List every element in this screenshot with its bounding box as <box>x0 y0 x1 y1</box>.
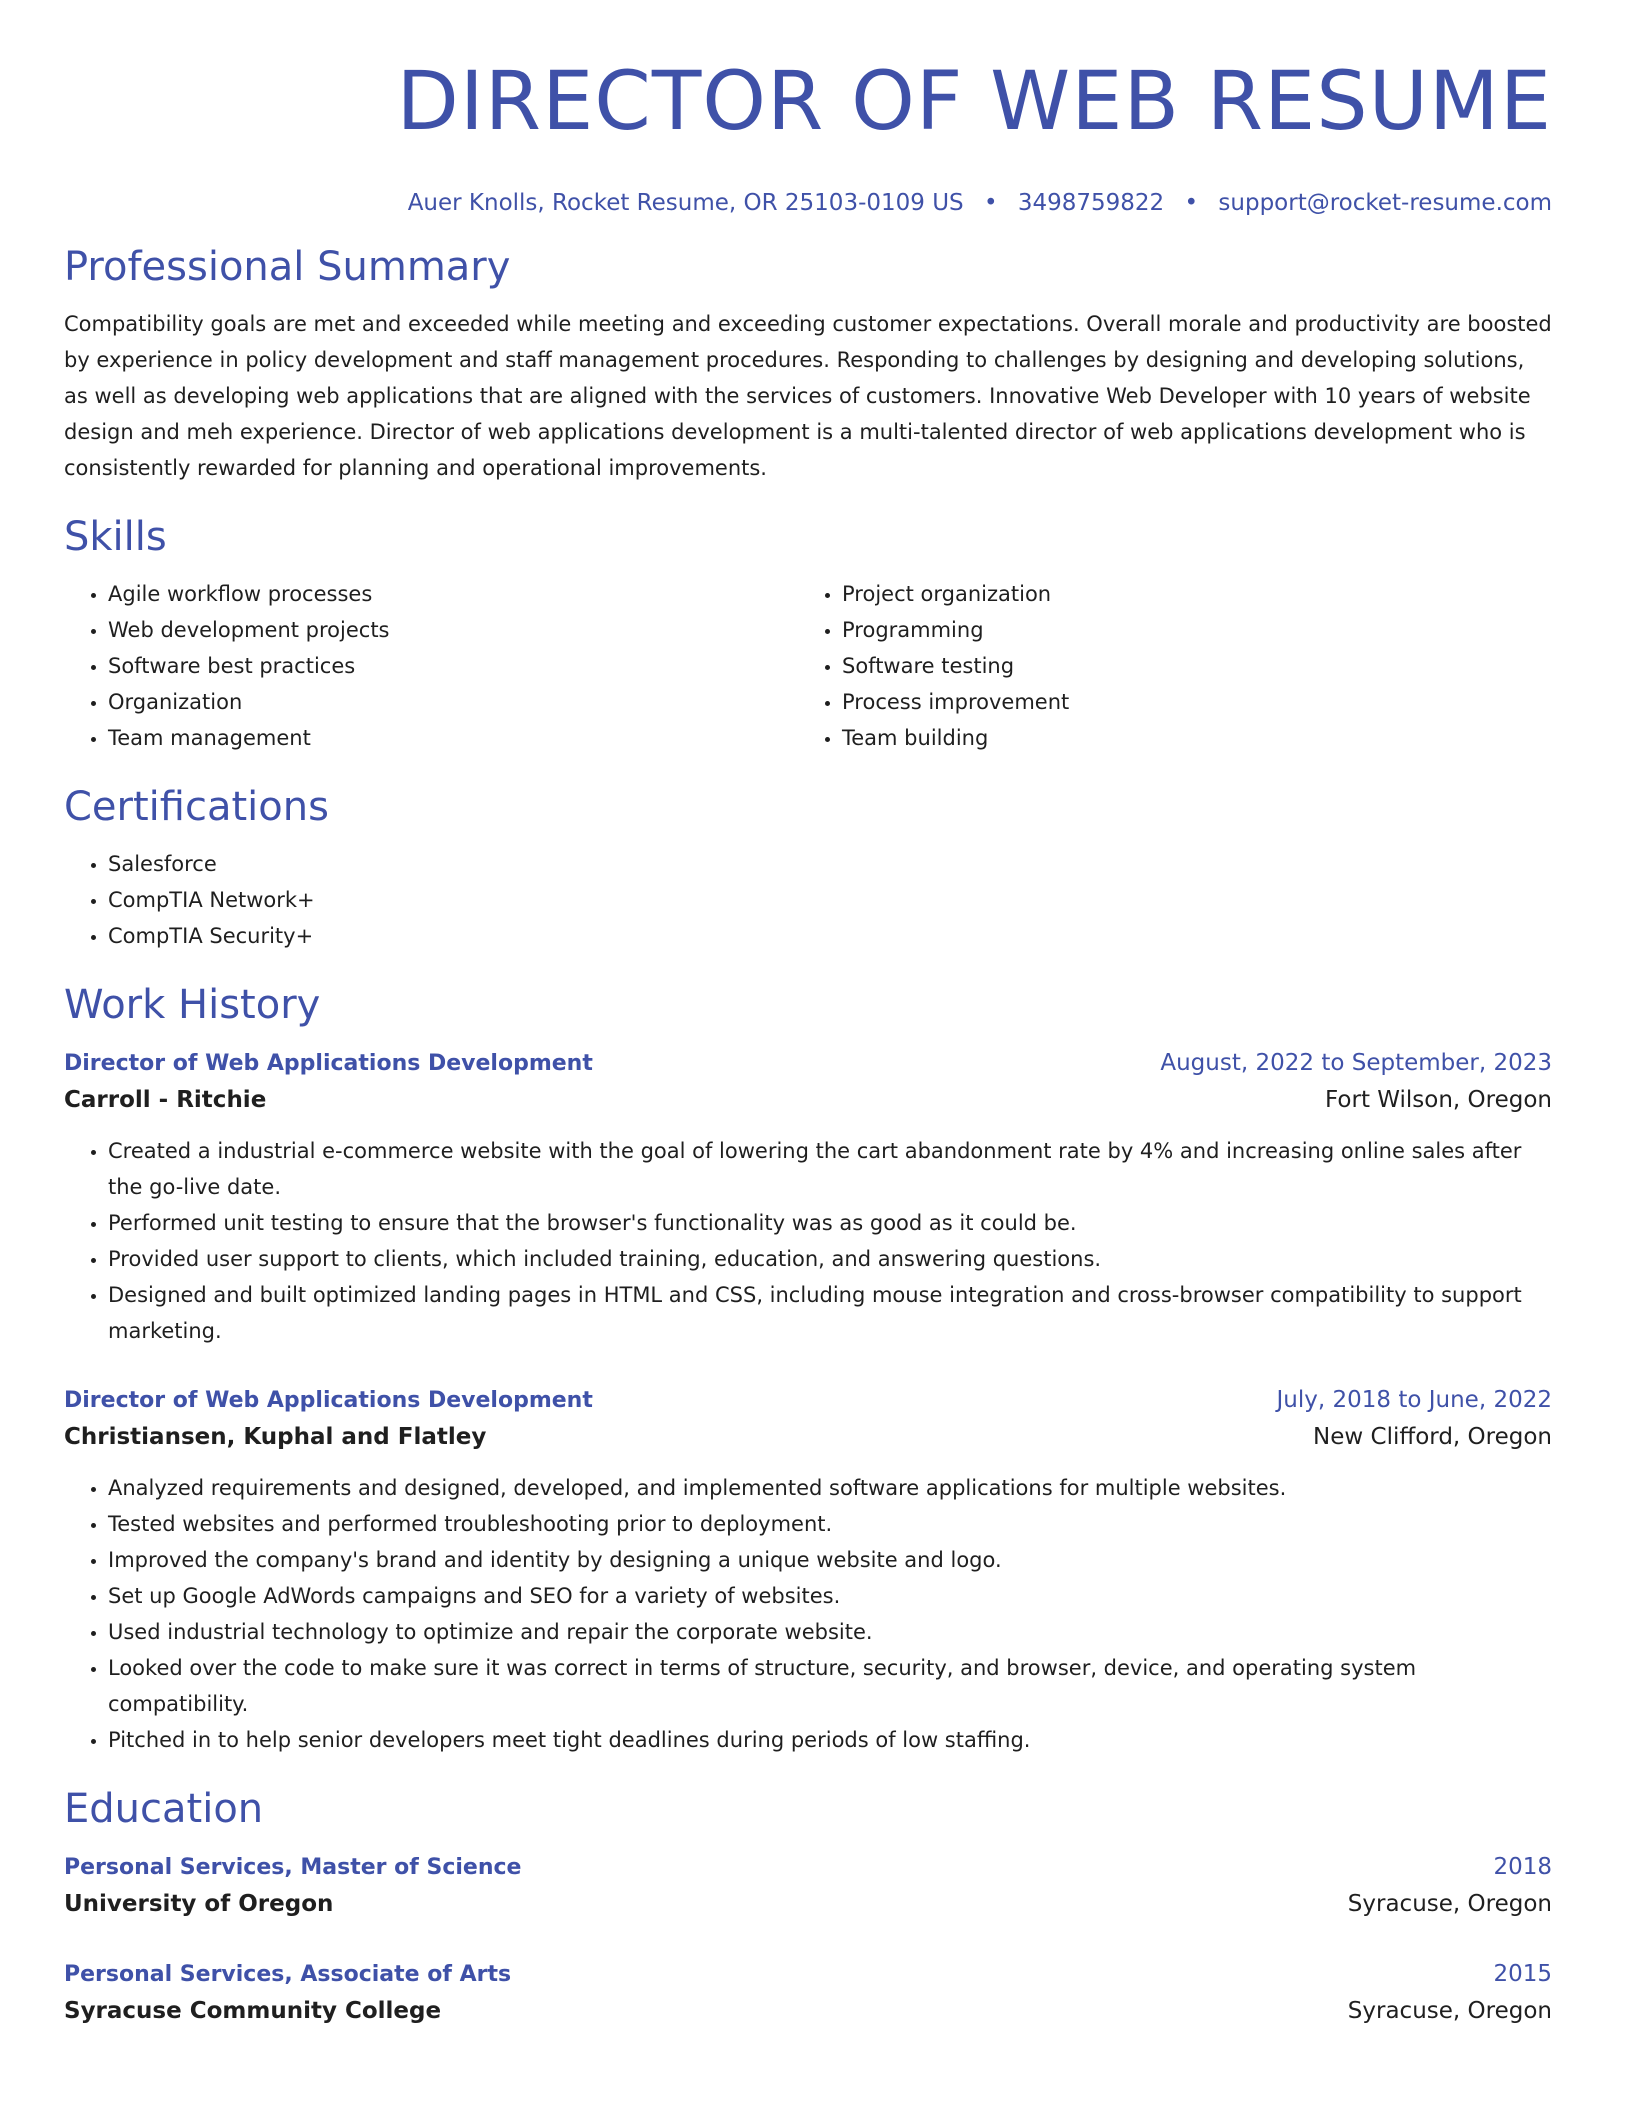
job-header-row <box>64 1383 1552 1418</box>
skill-item: • Software testing <box>842 648 1532 684</box>
education-school: Syracuse Community College <box>64 1998 442 2024</box>
job-bullet: • Tested websites and performed troubleshooting prior to deployment. <box>108 1506 1552 1542</box>
certifications-heading: Certifications <box>64 784 329 830</box>
certification-item: • Salesforce <box>108 846 1552 882</box>
job-entry <box>64 1383 1552 1758</box>
job-bullet: • Designed and built optimized landing pages in HTML and CSS, including mouse integration and cross-browser compatibility to support marketing. <box>108 1277 1552 1349</box>
skills-heading: Skills <box>64 514 167 560</box>
skill-item: • Team building <box>842 720 1532 756</box>
job-location: New Clifford, Oregon <box>1313 1424 1552 1450</box>
job-title: Director of Web Applications Development <box>64 1051 593 1076</box>
contact-phone: 3498759822 <box>1017 190 1165 216</box>
job-bullet: • Analyzed requirements and designed, developed, and implemented software applications for multiple websites. <box>108 1470 1552 1506</box>
job-dates: August, 2022 to September, 2023 <box>1160 1050 1552 1076</box>
certification-item: • CompTIA Network+ <box>108 882 1552 918</box>
education-school-row <box>64 1992 1552 2030</box>
job-dates: July, 2018 to June, 2022 <box>1276 1387 1552 1413</box>
job-bullets <box>64 1470 1552 1758</box>
contact-address: Auer Knolls, Rocket Resume, OR 25103-0109 US <box>407 190 964 216</box>
certifications-section <box>64 782 1552 954</box>
job-location: Fort Wilson, Oregon <box>1325 1087 1552 1113</box>
education-entry <box>64 1957 1552 2030</box>
education-section <box>64 1784 1552 2030</box>
education-school: University of Oregon <box>64 1891 334 1917</box>
skill-item: • Agile workflow processes <box>108 576 798 612</box>
summary-section <box>64 242 1552 486</box>
skill-item: • Organization <box>108 684 798 720</box>
skills-columns <box>64 576 1552 756</box>
job-company-row <box>64 1418 1552 1456</box>
education-entry <box>64 1850 1552 1923</box>
job-header-row <box>64 1046 1552 1081</box>
skill-item: • Programming <box>842 612 1532 648</box>
resume-header <box>64 0 1552 218</box>
resume-title: DIRECTOR OF WEB RESUME <box>396 55 1552 149</box>
education-header-row <box>64 1957 1552 1992</box>
job-bullets <box>64 1133 1552 1349</box>
education-heading: Education <box>64 1786 264 1832</box>
contact-separator: • <box>1184 190 1199 216</box>
skill-item: • Software best practices <box>108 648 798 684</box>
contact-email: support@rocket-resume.com <box>1218 190 1552 216</box>
skill-item: • Web development projects <box>108 612 798 648</box>
job-entry <box>64 1046 1552 1349</box>
skills-column-right <box>798 576 1532 756</box>
resume-page <box>64 0 1552 2030</box>
job-company: Christiansen, Kuphal and Flatley <box>64 1424 487 1450</box>
contact-line <box>64 188 1552 218</box>
job-title: Director of Web Applications Development <box>64 1388 593 1413</box>
education-location: Syracuse, Oregon <box>1347 1998 1552 2024</box>
job-bullet: • Performed unit testing to ensure that the browser's functionality was as good as it could be. <box>108 1205 1552 1241</box>
job-bullet: • Pitched in to help senior developers meet tight deadlines during periods of low staffing. <box>108 1722 1552 1758</box>
job-bullet: • Set up Google AdWords campaigns and SEO for a variety of websites. <box>108 1578 1552 1614</box>
job-company: Carroll - Ritchie <box>64 1087 267 1113</box>
job-company-row <box>64 1081 1552 1119</box>
skills-section <box>64 512 1552 756</box>
skills-column-left <box>64 576 798 756</box>
skill-item: • Project organization <box>842 576 1532 612</box>
skill-item: • Process improvement <box>842 684 1532 720</box>
work-history-heading: Work History <box>64 982 321 1028</box>
education-location: Syracuse, Oregon <box>1347 1891 1552 1917</box>
education-year: 2015 <box>1493 1961 1552 1987</box>
work-history-section <box>64 980 1552 1758</box>
contact-separator: • <box>983 190 998 216</box>
summary-text: Compatibility goals are met and exceeded while meeting and exceeding customer expectations. Overall morale and productivity are boosted by experience in policy development and staff management procedures. Responding to challenges by designing and developing solutions, as well as developing web applications that are aligned with the services of customers. Innovative Web Developer with 10 years of website design and meh experience. Director of web applications development is a multi-talented director of web applications development who is consistently rewarded for planning and operational improvements. <box>64 312 1552 480</box>
job-bullet: • Used industrial technology to optimize and repair the corporate website. <box>108 1614 1552 1650</box>
job-bullet: • Improved the company's brand and identity by designing a unique website and logo. <box>108 1542 1552 1578</box>
job-bullet: • Provided user support to clients, which included training, education, and answering questions. <box>108 1241 1552 1277</box>
education-year: 2018 <box>1493 1854 1552 1880</box>
job-bullet: • Created a industrial e-commerce website with the goal of lowering the cart abandonment rate by 4% and increasing online sales after the go-live date. <box>108 1133 1552 1205</box>
job-bullet: • Looked over the code to make sure it was correct in terms of structure, security, and browser, device, and operating system compatibility. <box>108 1650 1552 1722</box>
education-degree: Personal Services, Associate of Arts <box>64 1962 512 1987</box>
education-school-row <box>64 1885 1552 1923</box>
certification-item: • CompTIA Security+ <box>108 918 1552 954</box>
skill-item: • Team management <box>108 720 798 756</box>
education-header-row <box>64 1850 1552 1885</box>
education-degree: Personal Services, Master of Science <box>64 1855 522 1880</box>
summary-heading: Professional Summary <box>64 244 511 290</box>
